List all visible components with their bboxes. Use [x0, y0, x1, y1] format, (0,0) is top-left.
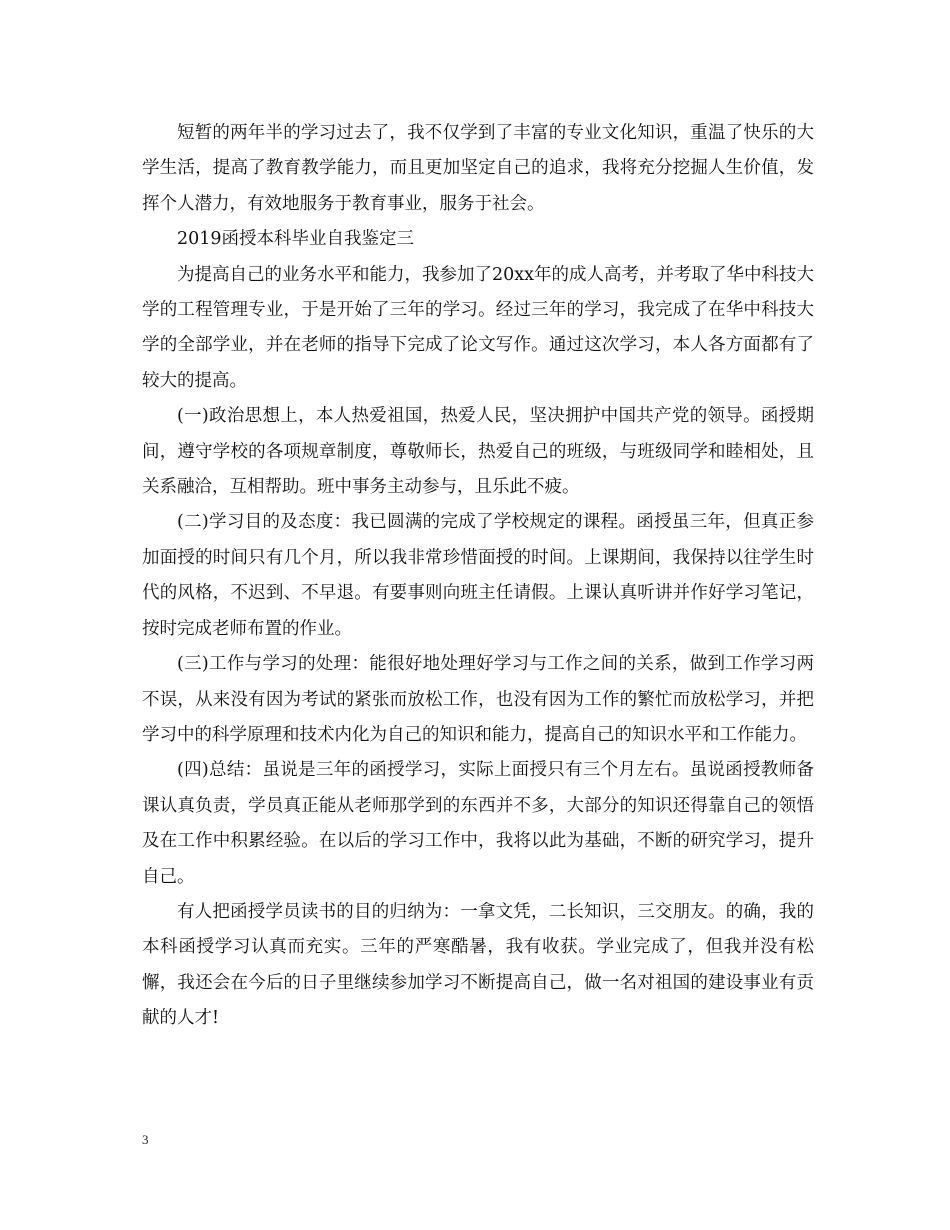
paragraph-study-attitude: (二)学习目的及态度：我已圆满的完成了学校规定的课程。函授虽三年，但真正参加面授的时间只有几个月，所以我非常珍惜面授的时间。上课期间，我保持以往学生时代的风格，不迟到、不早退。有要事则向班主任请假。上课认真听讲并作好学习笔记，按时完成老师布置的作业。 [142, 512, 814, 639]
paragraph-overview: 为提高自己的业务水平和能力，我参加了20xx年的成人高考，并考取了华中科技大学的工程管理专业，于是开始了三年的学习。经过三年的学习，我完成了在华中科技大学的全部学业，并在老师的指导下完成了论文写作。通过这次学习，本人各方面都有了较大的提高。 [142, 264, 815, 391]
page-number: 3 [142, 1132, 149, 1147]
document-body [142, 116, 814, 1037]
paragraph-conclusion: 有人把函授学员读书的目的归纳为：一拿文凭，二长知识，三交朋友。的确，我的本科函授学习认真而充实。三年的严寒酷暑，我有收获。学业完成了，但我并没有松懈，我还会在今后的日子里继续参加学习不断提高自己，做一名对祖国的建设事业有贡献的人才! [142, 901, 814, 1029]
paragraph-work-study: (三)工作与学习的处理：能很好地处理好学习与工作之间的关系，做到工作学习两不误，从来没有因为考试的紧张而放松工作，也没有因为工作的繁忙而放松学习，并把学习中的科学原理和技术内化为自己的知识和能力，提高自己的知识水平和工作能力。 [142, 654, 814, 745]
paragraph-summary: (四)总结：虽说是三年的函授学习，实际上面授只有三个月左右。虽说函授教师备课认真负责，学员真正能从老师那学到的东西并不多，大部分的知识还得靠自己的领悟及在工作中积累经验。在以后的学习工作中，我将以此为基础，不断的研究学习，提升自己。 [142, 760, 814, 887]
section-heading: 2019函授本科毕业自我鉴定三 [177, 229, 415, 250]
paragraph-intro: 短暂的两年半的学习过去了，我不仅学到了丰富的专业文化知识，重温了快乐的大学生活，提高了教育教学能力，而且更加坚定自己的追求，我将充分挖掘人生价值，发挥个人潜力，有效地服务于教育事业，服务于社会。 [142, 123, 814, 214]
paragraph-politics: (一)政治思想上，本人热爱祖国，热爱人民，坚决拥护中国共产党的领导。函授期间，遵守学校的各项规章制度，尊敬师长，热爱自己的班级，与班级同学和睦相处，且关系融洽，互相帮助。班中事务主动参与，且乐此不疲。 [142, 406, 814, 498]
